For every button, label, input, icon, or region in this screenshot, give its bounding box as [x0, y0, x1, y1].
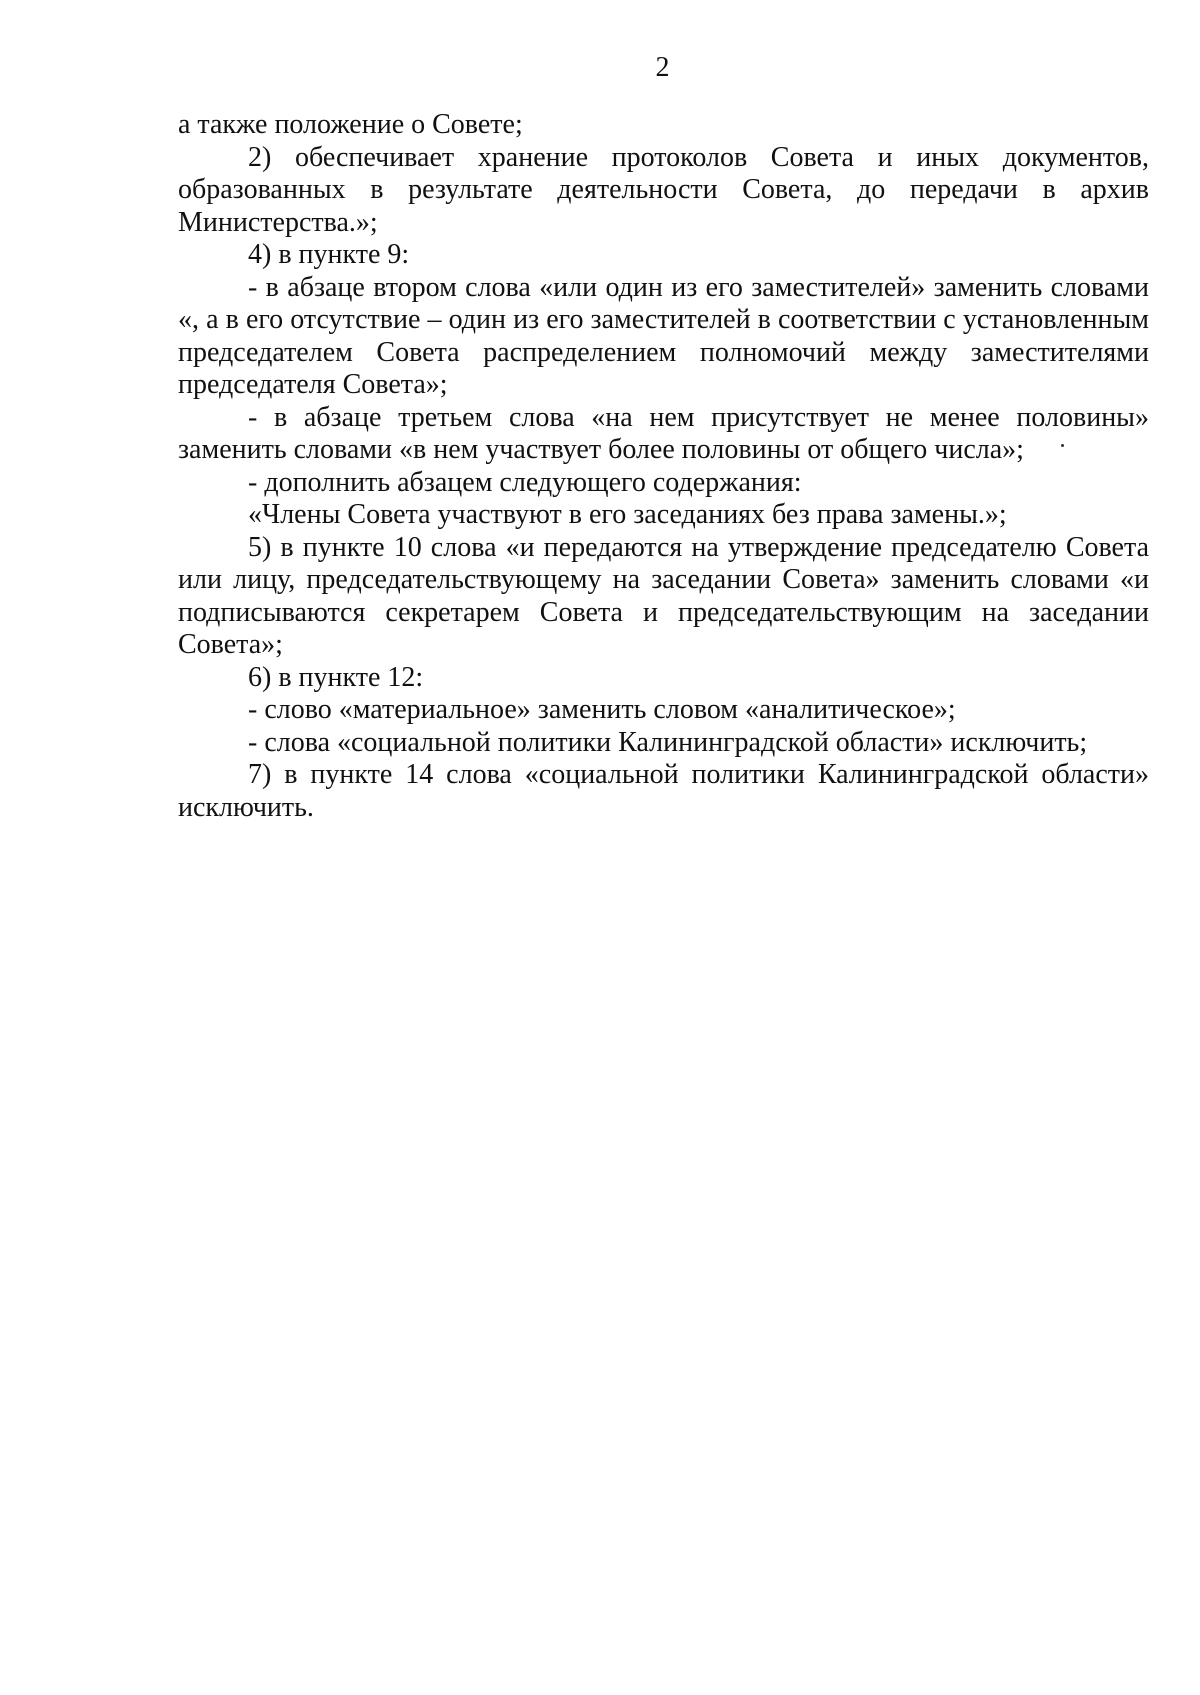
paragraph-item-4-sub-1: - в абзаце втором слова «или один из его заместителей» заменить словами «, а в его отсутствие – один из его заместителей в соответствии с установленным председателем Совета распределением полномочий между заместителями председателя Совета»;: [178, 271, 1149, 400]
paragraph-item-4: 4) в пункте 9:: [248, 239, 410, 270]
paragraph-item-4-sub-3: - дополнить абзацем следующего содержания:: [248, 466, 802, 498]
document-body: [178, 109, 1149, 824]
paragraph-item-4-quote: «Члены Совета участвуют в его заседаниях без права замены.»;: [248, 499, 1007, 530]
paragraph-item-6: 6) в пункте 12:: [248, 661, 424, 693]
paragraph-item-6-sub-2: - слова «социальной политики Калининградской области» исключить;: [248, 726, 1088, 758]
page-number: 2: [655, 52, 670, 83]
scan-artifact-dot: [1061, 444, 1064, 447]
paragraph-item-4-sub-2: - в абзаце третьем слова «на нем присутствует не менее половины» заменить словами «в нем участвует более половины от общего числа»;: [178, 401, 1149, 465]
paragraph-item-5: 5) в пункте 10 слова «и передаются на утверждение председателю Совета или лицу, председательствующему на заседании Совета» заменить словами «и подписываются секретарем Совета и председательствующим на заседании Совета»;: [178, 531, 1149, 660]
paragraph-intro: а также положение о Совете;: [178, 109, 523, 140]
paragraph-item-2: 2) обеспечивает хранение протоколов Совета и иных документов, образованных в результате деятельности Совета, до передачи в архив Министерства.»;: [178, 141, 1149, 238]
paragraph-item-7: 7) в пункте 14 слова «социальной политики Калининградской области» исключить.: [178, 759, 1149, 823]
paragraph-item-6-sub-1: - слово «материальное» заменить словом «аналитическое»;: [248, 694, 956, 725]
